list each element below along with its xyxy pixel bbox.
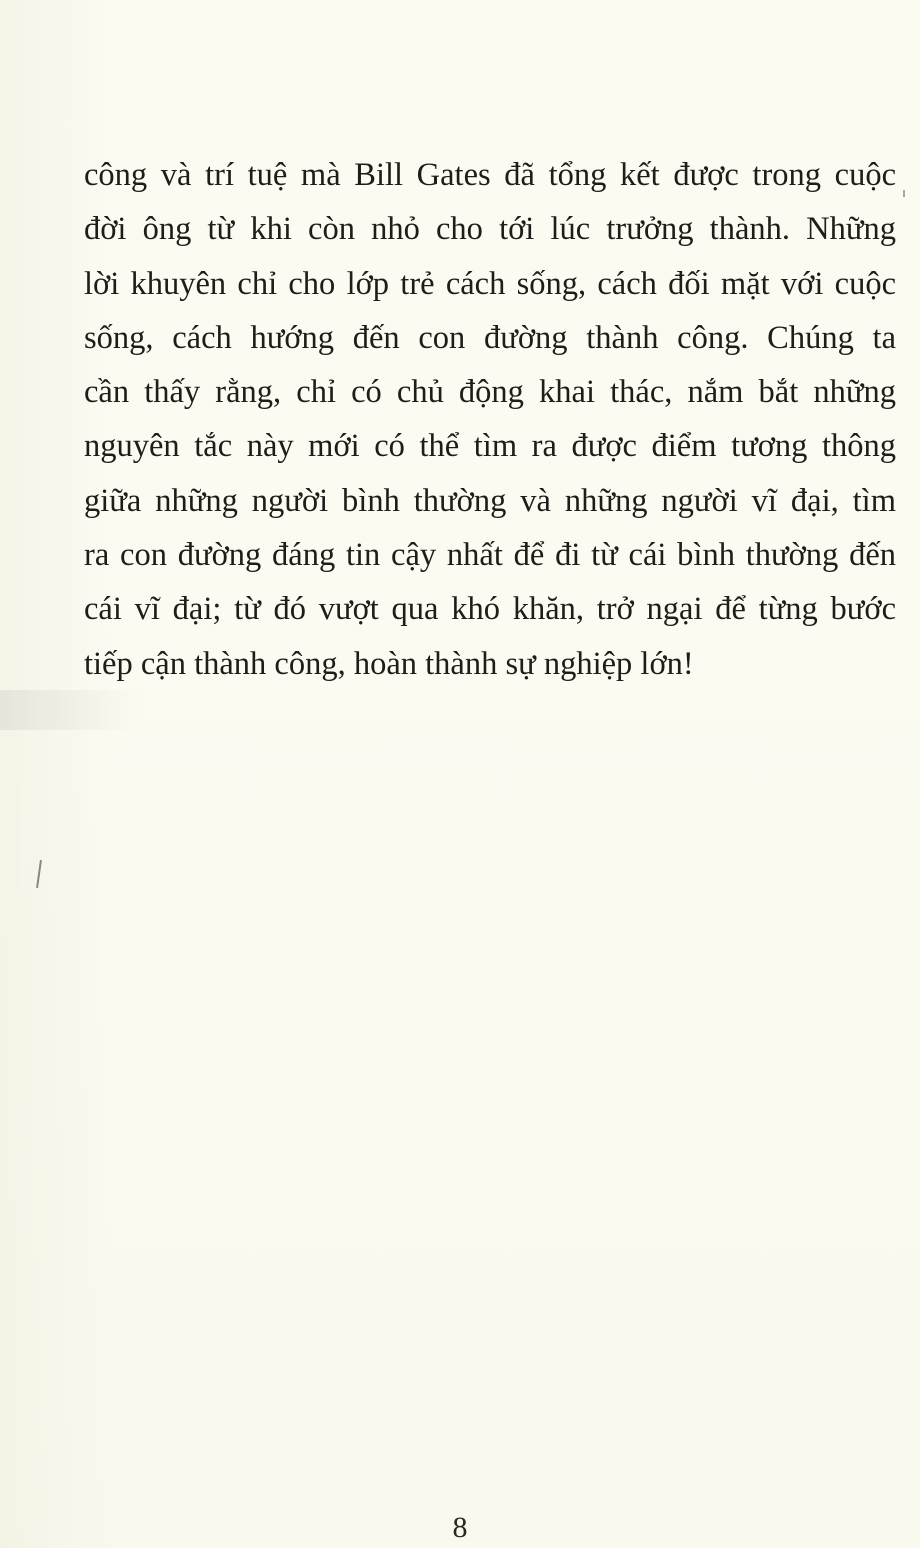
text-line: công và trí tuệ mà Bill Gates đã tổng kết được trong cuộc bbox=[84, 157, 896, 193]
text-line: giữa những người bình thường và những người vĩ đại, tìm bbox=[84, 482, 896, 519]
margin-mark bbox=[36, 860, 42, 888]
paper-shadow bbox=[0, 690, 140, 730]
text-line: sống, cách hướng đến con đường thành công. Chúng ta bbox=[84, 319, 896, 356]
text-line: cái vĩ đại; từ đó vượt qua khó khăn, trở ngại để từng bước bbox=[84, 591, 896, 628]
text-line: ra con đường đáng tin cậy nhất để đi từ cái bình thường đến bbox=[84, 537, 896, 574]
body-paragraph bbox=[84, 148, 896, 691]
text-line: tiếp cận thành công, hoàn thành sự nghiệp lớn! bbox=[84, 645, 694, 682]
text-line: đời ông từ khi còn nhỏ cho tới lúc trưởng thành. Những bbox=[84, 211, 896, 248]
text-line: nguyên tắc này mới có thể tìm ra được điểm tương thông bbox=[84, 428, 896, 465]
text-line: cần thấy rằng, chỉ có chủ động khai thác, nắm bắt những bbox=[84, 374, 896, 411]
edge-mark bbox=[903, 190, 905, 197]
text-line: lời khuyên chỉ cho lớp trẻ cách sống, cách đối mặt với cuộc bbox=[84, 265, 896, 302]
page-number: 8 bbox=[452, 1511, 468, 1544]
